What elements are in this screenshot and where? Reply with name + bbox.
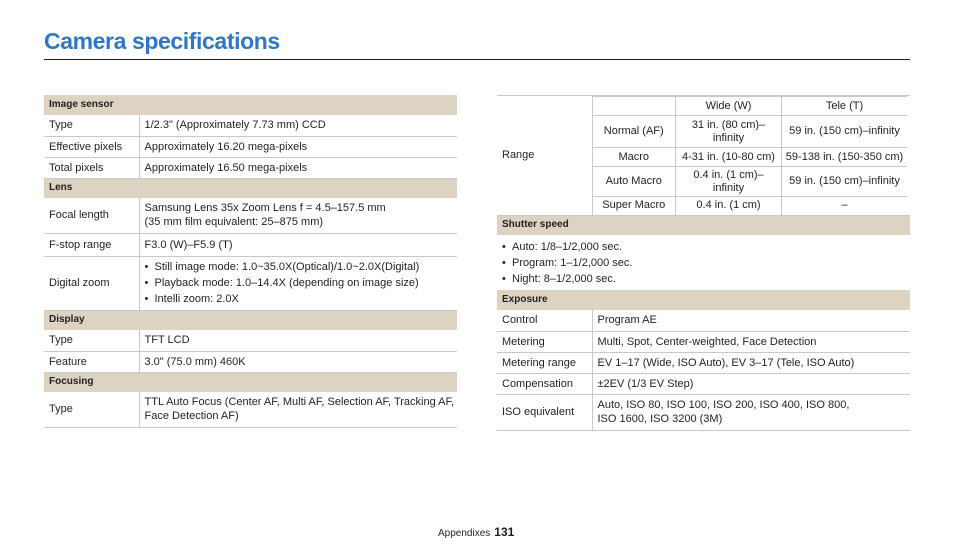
page-title: Camera specifications <box>44 28 280 54</box>
spec-row <box>497 310 910 331</box>
range-grid <box>593 96 908 215</box>
spec-row <box>44 198 457 233</box>
spec-value: Approximately 16.50 mega-pixels <box>139 157 457 178</box>
spec-value: 3.0" (75.0 mm) 460K <box>139 351 457 372</box>
range-tele: – <box>841 199 848 212</box>
exposure-table <box>497 290 910 431</box>
range-wide: 31 in. (80 cm)– infinity <box>676 116 782 148</box>
spec-label: Range <box>497 96 592 216</box>
spec-value: Approximately 16.20 mega-pixels <box>139 136 457 157</box>
table-row <box>593 197 908 215</box>
range-mode: Auto Macro <box>593 167 676 197</box>
column-header-wide: Wide (W) <box>676 97 782 116</box>
focus-range-table <box>497 95 910 290</box>
spec-label: Control <box>497 310 592 331</box>
spec-value: F3.0 (W)–F5.9 (T) <box>139 233 457 256</box>
spec-row <box>44 233 457 256</box>
spec-row <box>44 330 457 351</box>
spec-label: Focal length <box>44 198 139 233</box>
bullet-list <box>145 259 458 307</box>
list-item: • Night: 8–1/2,000 sec. <box>502 271 910 287</box>
spec-row <box>44 115 457 136</box>
spec-row <box>44 351 457 372</box>
range-mode: Macro <box>593 148 676 167</box>
spec-value: ±2EV (1/3 EV Step) <box>592 373 910 394</box>
spec-value: Auto, ISO 80, ISO 100, ISO 200, ISO 400, ISO 800, ISO 1600, ISO 3200 (3M) <box>592 394 910 430</box>
left-spec-column <box>44 95 457 428</box>
table-row <box>593 116 908 148</box>
table-row <box>593 167 908 197</box>
spec-row <box>497 373 910 394</box>
section-header-exposure: Exposure <box>497 290 910 310</box>
section-header-focusing: Focusing <box>44 372 457 392</box>
spec-value: TTL Auto Focus (Center AF, Multi AF, Selection AF, Tracking AF, Face Detection AF) <box>139 392 457 427</box>
spec-row <box>497 331 910 352</box>
bullet-list <box>502 239 910 287</box>
spec-label: F-stop range <box>44 233 139 256</box>
spec-label: Type <box>44 115 139 136</box>
spec-label: Digital zoom <box>44 256 139 310</box>
range-grid-header <box>593 97 908 116</box>
spec-value: Program AE <box>592 310 910 331</box>
range-wide: 0.4 in. (1 cm)– infinity <box>676 167 782 197</box>
range-tele: 59 in. (150 cm)–infinity <box>782 167 908 197</box>
title-divider <box>44 59 910 60</box>
spec-value: 1/2.3" (Approximately 7.73 mm) CCD <box>139 115 457 136</box>
right-spec-column <box>497 95 910 431</box>
spec-label: Feature <box>44 351 139 372</box>
spec-label: Type <box>44 330 139 351</box>
footer-section-label: Appendixes <box>438 528 491 539</box>
spec-value: Samsung Lens 35x Zoom Lens f = 4.5–157.5 mm (35 mm film equivalent: 25–875 mm) <box>139 198 457 233</box>
range-tele: 59-138 in. (150-350 cm) <box>782 148 908 167</box>
list-item: • Intelli zoom: 2.0X <box>145 291 458 307</box>
spec-value: EV 1–17 (Wide, ISO Auto), EV 3–17 (Tele, ISO Auto) <box>592 352 910 373</box>
list-item: • Program: 1–1/2,000 sec. <box>502 255 910 271</box>
left-spec-table <box>44 95 457 428</box>
range-wide: 0.4 in. (1 cm) <box>676 197 782 215</box>
page-footer <box>438 525 514 539</box>
spec-label: Metering <box>497 331 592 352</box>
spec-label: Compensation <box>497 373 592 394</box>
range-grid-cell <box>592 96 910 216</box>
list-item: • Still image mode: 1.0~35.0X(Optical)/1.0~2.0X(Digital) <box>145 259 458 275</box>
spec-row <box>497 96 910 216</box>
spec-row <box>44 157 457 178</box>
list-item: • Auto: 1/8–1/2,000 sec. <box>502 239 910 255</box>
spec-label: Type <box>44 392 139 427</box>
section-header-image-sensor: Image sensor <box>44 95 457 115</box>
spec-row <box>497 352 910 373</box>
spec-row <box>44 392 457 427</box>
list-item: • Playback mode: 1.0–14.4X (depending on image size) <box>145 275 458 291</box>
range-mode: Normal (AF) <box>593 116 676 148</box>
range-wide: 4-31 in. (10-80 cm) <box>676 148 782 167</box>
section-header-lens: Lens <box>44 178 457 198</box>
range-tele: 59 in. (150 cm)–infinity <box>782 116 908 148</box>
section-header-shutter-speed: Shutter speed <box>497 215 910 235</box>
spec-label: ISO equivalent <box>497 394 592 430</box>
section-header-display: Display <box>44 310 457 330</box>
spec-row <box>44 256 457 310</box>
shutter-speed-block <box>497 235 910 290</box>
spec-label: Metering range <box>497 352 592 373</box>
range-mode: Super Macro <box>593 197 676 215</box>
page-number: 131 <box>494 525 515 539</box>
spec-row <box>44 136 457 157</box>
spec-label: Effective pixels <box>44 136 139 157</box>
spec-label: Total pixels <box>44 157 139 178</box>
table-row <box>593 148 908 167</box>
range-grid-corner <box>593 97 676 116</box>
spec-row <box>497 394 910 430</box>
spec-value <box>139 256 457 310</box>
spec-value: TFT LCD <box>139 330 457 351</box>
spec-value: Multi, Spot, Center-weighted, Face Detection <box>592 331 910 352</box>
column-header-tele: Tele (T) <box>782 97 908 116</box>
